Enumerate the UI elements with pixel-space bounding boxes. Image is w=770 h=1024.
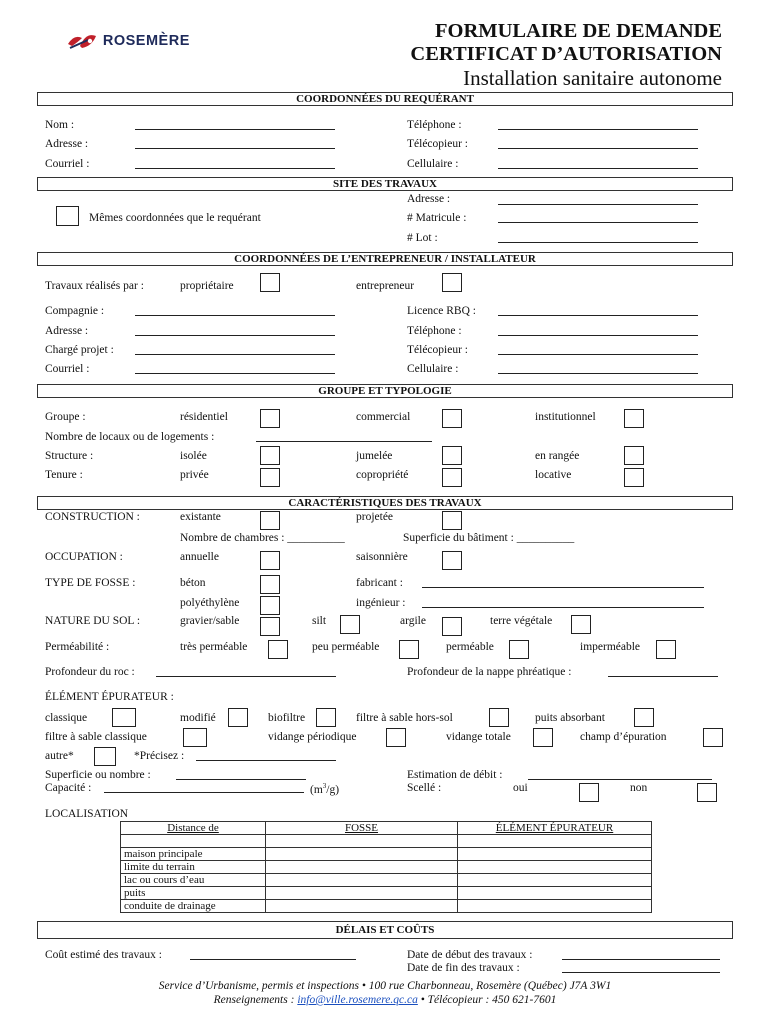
table-row bbox=[121, 900, 652, 913]
checkbox-oui[interactable] bbox=[579, 783, 599, 802]
field-ent-cellulaire[interactable] bbox=[498, 373, 698, 374]
label-commercial: commercial bbox=[356, 411, 411, 423]
field-date-fin[interactable] bbox=[562, 972, 720, 973]
label-oui: oui bbox=[513, 782, 528, 794]
label-nature-sol: NATURE DU SOL : bbox=[45, 615, 141, 627]
label-construction: CONSTRUCTION : bbox=[45, 511, 140, 523]
rose-logo-icon bbox=[66, 30, 100, 52]
label-nb-locaux: Nombre de locaux ou de logements : bbox=[45, 431, 215, 443]
field-fabricant[interactable] bbox=[422, 587, 704, 588]
label-element-epurateur: ÉLÉMENT ÉPURATEUR : bbox=[45, 691, 174, 703]
checkbox-gravier[interactable] bbox=[260, 617, 280, 636]
label-ent-courriel: Courriel : bbox=[45, 363, 90, 375]
row-label: puits bbox=[121, 887, 266, 900]
label-jumelee: jumelée bbox=[356, 450, 393, 462]
row-label: lac ou cours d’eau bbox=[121, 874, 266, 887]
label-modifie: modifié bbox=[180, 712, 216, 724]
checkbox-memes-coordonnees[interactable] bbox=[56, 206, 79, 226]
cell-element[interactable] bbox=[458, 874, 652, 887]
label-non: non bbox=[630, 782, 648, 794]
label-argile: argile bbox=[400, 615, 426, 627]
label-existante: existante bbox=[180, 511, 221, 523]
label-estimation-debit: Estimation de débit : bbox=[407, 769, 503, 781]
checkbox-non[interactable] bbox=[697, 783, 717, 802]
checkbox-proprietaire[interactable] bbox=[260, 273, 280, 292]
section-requerant: COORDONNÉES DU REQUÉRANT bbox=[37, 92, 733, 106]
field-date-debut[interactable] bbox=[562, 959, 720, 960]
table-row bbox=[121, 861, 652, 874]
field-ent-adresse[interactable] bbox=[135, 335, 335, 336]
field-cout[interactable] bbox=[190, 959, 356, 960]
checkbox-privee[interactable] bbox=[260, 468, 280, 487]
label-travaux-par: Travaux réalisés par : bbox=[45, 280, 144, 292]
label-nom: Nom : bbox=[45, 119, 75, 131]
table-row bbox=[121, 874, 652, 887]
label-occupation: OCCUPATION : bbox=[45, 551, 123, 563]
label-annuelle: annuelle bbox=[180, 551, 219, 563]
checkbox-commercial[interactable] bbox=[442, 409, 462, 428]
label-permeabilite: Perméabilité : bbox=[45, 641, 110, 653]
label-champ-epuration: champ d’épuration bbox=[580, 731, 667, 743]
field-nom[interactable] bbox=[135, 129, 335, 130]
checkbox-projetee[interactable] bbox=[442, 511, 462, 530]
city-logo bbox=[66, 30, 190, 52]
checkbox-vidange-totale[interactable] bbox=[533, 728, 553, 747]
label-matricule: # Matricule : bbox=[407, 212, 467, 224]
label-tres-permeable: très perméable bbox=[180, 641, 248, 653]
checkbox-biofiltre[interactable] bbox=[316, 708, 336, 727]
checkbox-existante[interactable] bbox=[260, 511, 280, 530]
label-ent-adresse: Adresse : bbox=[45, 325, 89, 337]
header-distance: Distance de bbox=[121, 822, 266, 835]
label-profondeur-nappe: Profondeur de la nappe phréatique : bbox=[407, 666, 572, 678]
label-precisez: *Précisez : bbox=[134, 750, 185, 762]
label-impermeable: imperméable bbox=[580, 641, 641, 653]
field-nb-locaux[interactable] bbox=[256, 441, 432, 442]
checkbox-institutionnel[interactable] bbox=[624, 409, 644, 428]
checkbox-isolee[interactable] bbox=[260, 446, 280, 465]
label-groupe: Groupe : bbox=[45, 411, 86, 423]
form-title-line1: FORMULAIRE DE DEMANDE bbox=[435, 20, 722, 42]
label-lot: # Lot : bbox=[407, 232, 438, 244]
label-site-adresse: Adresse : bbox=[407, 193, 451, 205]
label-filtre-hors-sol: filtre à sable hors-sol bbox=[356, 712, 453, 724]
label-charge: Chargé projet : bbox=[45, 344, 114, 356]
field-profondeur-nappe[interactable] bbox=[608, 676, 718, 677]
table-header-row bbox=[121, 822, 652, 835]
capacite-unit: $(m^3/g)$ bbox=[310, 782, 340, 796]
label-isolee: isolée bbox=[180, 450, 207, 462]
checkbox-filtre-hors-sol[interactable] bbox=[489, 708, 509, 727]
label-polyethylene: polyéthylène bbox=[180, 597, 240, 609]
section-groupe: GROUPE ET TYPOLOGIE bbox=[37, 384, 733, 398]
checkbox-silt[interactable] bbox=[340, 615, 360, 634]
label-memes-coordonnees: Mêmes coordonnées que le requérant bbox=[89, 212, 261, 224]
checkbox-jumelee[interactable] bbox=[442, 446, 462, 465]
cell-fosse[interactable] bbox=[266, 848, 458, 861]
header-element: ÉLÉMENT ÉPURATEUR bbox=[458, 822, 652, 835]
cell-fosse[interactable] bbox=[266, 900, 458, 913]
label-copropriete: copropriété bbox=[356, 469, 409, 481]
checkbox-champ-epuration[interactable] bbox=[703, 728, 723, 747]
label-telephone: Téléphone : bbox=[407, 119, 462, 131]
field-charge[interactable] bbox=[135, 354, 335, 355]
cell-element[interactable] bbox=[458, 900, 652, 913]
field-precisez[interactable] bbox=[196, 760, 336, 761]
field-capacite[interactable] bbox=[104, 792, 304, 793]
label-entrepreneur-option: entrepreneur bbox=[356, 280, 415, 292]
label-profondeur-roc: Profondeur du roc : bbox=[45, 666, 135, 678]
label-superficie-batiment: Superficie du bâtiment : __________ bbox=[403, 532, 575, 544]
label-biofiltre: biofiltre bbox=[268, 712, 306, 724]
section-site: SITE DES TRAVAUX bbox=[37, 177, 733, 191]
label-classique: classique bbox=[45, 712, 88, 724]
form-subtitle: Installation sanitaire autonome bbox=[463, 66, 722, 90]
header-fosse: FOSSE bbox=[266, 822, 458, 835]
checkbox-beton[interactable] bbox=[260, 575, 280, 594]
row-label: conduite de drainage bbox=[121, 900, 266, 913]
field-ent-courriel[interactable] bbox=[135, 373, 335, 374]
field-matricule[interactable] bbox=[498, 222, 698, 223]
field-ent-telecopieur[interactable] bbox=[498, 354, 698, 355]
checkbox-autre[interactable] bbox=[94, 747, 116, 766]
field-superficie-nombre[interactable] bbox=[176, 779, 306, 780]
label-adresse: Adresse : bbox=[45, 138, 89, 150]
label-date-fin: Date de fin des travaux : bbox=[407, 962, 520, 974]
label-puits-absorbant: puits absorbant bbox=[535, 712, 605, 724]
field-cellulaire[interactable] bbox=[498, 168, 698, 169]
label-peu-permeable: peu perméable bbox=[312, 641, 380, 653]
checkbox-entrepreneur[interactable] bbox=[442, 273, 462, 292]
label-rangee: en rangée bbox=[535, 450, 580, 462]
label-type-fosse: TYPE DE FOSSE : bbox=[45, 577, 136, 589]
email-link[interactable]: info@ville.rosemere.qc.ca bbox=[297, 994, 418, 1006]
checkbox-filtre-classique[interactable] bbox=[183, 728, 207, 747]
checkbox-impermeable[interactable] bbox=[656, 640, 676, 659]
field-licence[interactable] bbox=[498, 315, 698, 316]
checkbox-argile[interactable] bbox=[442, 617, 462, 636]
field-courriel[interactable] bbox=[135, 168, 335, 169]
label-cout: Coût estimé des travaux : bbox=[45, 949, 162, 961]
checkbox-puits-absorbant[interactable] bbox=[634, 708, 654, 727]
form-title-line2: CERTIFICAT D’AUTORISATION bbox=[410, 43, 722, 65]
field-profondeur-roc[interactable] bbox=[156, 676, 336, 677]
checkbox-rangee[interactable] bbox=[624, 446, 644, 465]
footer-address: Service d’Urbanisme, permis et inspections • 100 rue Charbonneau, Rosemère (Québec) J7A 3W1 bbox=[158, 980, 612, 992]
label-ent-telephone: Téléphone : bbox=[407, 325, 462, 337]
checkbox-peu-permeable[interactable] bbox=[399, 640, 419, 659]
checkbox-locative[interactable] bbox=[624, 468, 644, 487]
label-projetee: projetée bbox=[356, 511, 394, 523]
field-compagnie[interactable] bbox=[135, 315, 335, 316]
label-telecopieur: Télécopieur : bbox=[407, 138, 468, 150]
label-autre: autre* bbox=[45, 750, 74, 762]
label-locative: locative bbox=[535, 469, 572, 481]
checkbox-copropriete[interactable] bbox=[442, 468, 462, 487]
checkbox-classique[interactable] bbox=[112, 708, 136, 727]
label-licence: Licence RBQ : bbox=[407, 305, 476, 317]
label-localisation: LOCALISATION bbox=[45, 808, 129, 820]
field-telephone[interactable] bbox=[498, 129, 698, 130]
label-courriel: Courriel : bbox=[45, 158, 90, 170]
label-vidange-totale: vidange totale bbox=[446, 731, 511, 743]
localisation-table bbox=[120, 821, 652, 913]
label-privee: privée bbox=[180, 469, 209, 481]
field-adresse[interactable] bbox=[135, 148, 335, 149]
label-compagnie: Compagnie : bbox=[45, 305, 105, 317]
cell-fosse[interactable] bbox=[266, 861, 458, 874]
label-superficie-nombre: Superficie ou nombre : bbox=[45, 769, 151, 781]
checkbox-tres-permeable[interactable] bbox=[268, 640, 288, 659]
checkbox-permeable[interactable] bbox=[509, 640, 529, 659]
label-capacite: Capacité : bbox=[45, 782, 92, 794]
table-row bbox=[121, 848, 652, 861]
field-estimation-debit[interactable] bbox=[528, 779, 712, 780]
label-permeable: perméable bbox=[446, 641, 494, 653]
cell-element[interactable] bbox=[458, 848, 652, 861]
field-ingenieur[interactable] bbox=[422, 607, 704, 608]
field-site-adresse[interactable] bbox=[498, 204, 698, 205]
label-institutionnel: institutionnel bbox=[535, 411, 596, 423]
label-saisonniere: saisonnière bbox=[356, 551, 408, 563]
label-ent-telecopieur: Télécopieur : bbox=[407, 344, 468, 356]
label-scelle: Scellé : bbox=[407, 782, 442, 794]
logo-text: ROSEMÈRE bbox=[102, 33, 190, 49]
label-filtre-classique: filtre à sable classique bbox=[45, 731, 147, 743]
label-structure: Structure : bbox=[45, 450, 94, 462]
row-label: maison principale bbox=[121, 848, 266, 861]
label-beton: béton bbox=[180, 577, 206, 589]
label-terre-vegetale: terre végétale bbox=[490, 615, 553, 627]
label-proprietaire: propriétaire bbox=[180, 280, 234, 292]
checkbox-polyethylene[interactable] bbox=[260, 596, 280, 615]
section-entrepreneur: COORDONNÉES DE L’ENTREPRENEUR / INSTALLATEUR bbox=[37, 252, 733, 266]
label-vidange-periodique: vidange périodique bbox=[268, 731, 357, 743]
label-silt: silt bbox=[312, 615, 327, 627]
cell-element[interactable] bbox=[458, 887, 652, 900]
checkbox-saisonniere[interactable] bbox=[442, 551, 462, 570]
label-fabricant: fabricant : bbox=[356, 577, 403, 589]
footer-contact: Renseignements : info@ville.rosemere.qc.ca • Télécopieur : 450 621-7601 bbox=[213, 994, 557, 1006]
label-residentiel: résidentiel bbox=[180, 411, 228, 423]
label-ent-cellulaire: Cellulaire : bbox=[407, 363, 459, 375]
label-tenure: Tenure : bbox=[45, 469, 83, 481]
checkbox-vidange-periodique[interactable] bbox=[386, 728, 406, 747]
label-gravier: gravier/sable bbox=[180, 615, 240, 627]
label-nb-chambres: Nombre de chambres : __________ bbox=[180, 532, 345, 544]
field-ent-telephone[interactable] bbox=[498, 335, 698, 336]
cell-fosse[interactable] bbox=[266, 874, 458, 887]
field-lot[interactable] bbox=[498, 242, 698, 243]
checkbox-terre-vegetale[interactable] bbox=[571, 615, 591, 634]
section-caracteristiques: CARACTÉRISTIQUES DES TRAVAUX bbox=[37, 496, 733, 510]
checkbox-modifie[interactable] bbox=[228, 708, 248, 727]
label-ingenieur: ingénieur : bbox=[356, 597, 406, 609]
table-row bbox=[121, 887, 652, 900]
label-date-debut: Date de début des travaux : bbox=[407, 949, 533, 961]
section-delais: DÉLAIS ET COÛTS bbox=[37, 921, 733, 939]
checkbox-annuelle[interactable] bbox=[260, 551, 280, 570]
cell-fosse[interactable] bbox=[266, 887, 458, 900]
checkbox-residentiel[interactable] bbox=[260, 409, 280, 428]
row-label: limite du terrain bbox=[121, 861, 266, 874]
field-telecopieur[interactable] bbox=[498, 148, 698, 149]
cell-element[interactable] bbox=[458, 861, 652, 874]
label-cellulaire: Cellulaire : bbox=[407, 158, 459, 170]
